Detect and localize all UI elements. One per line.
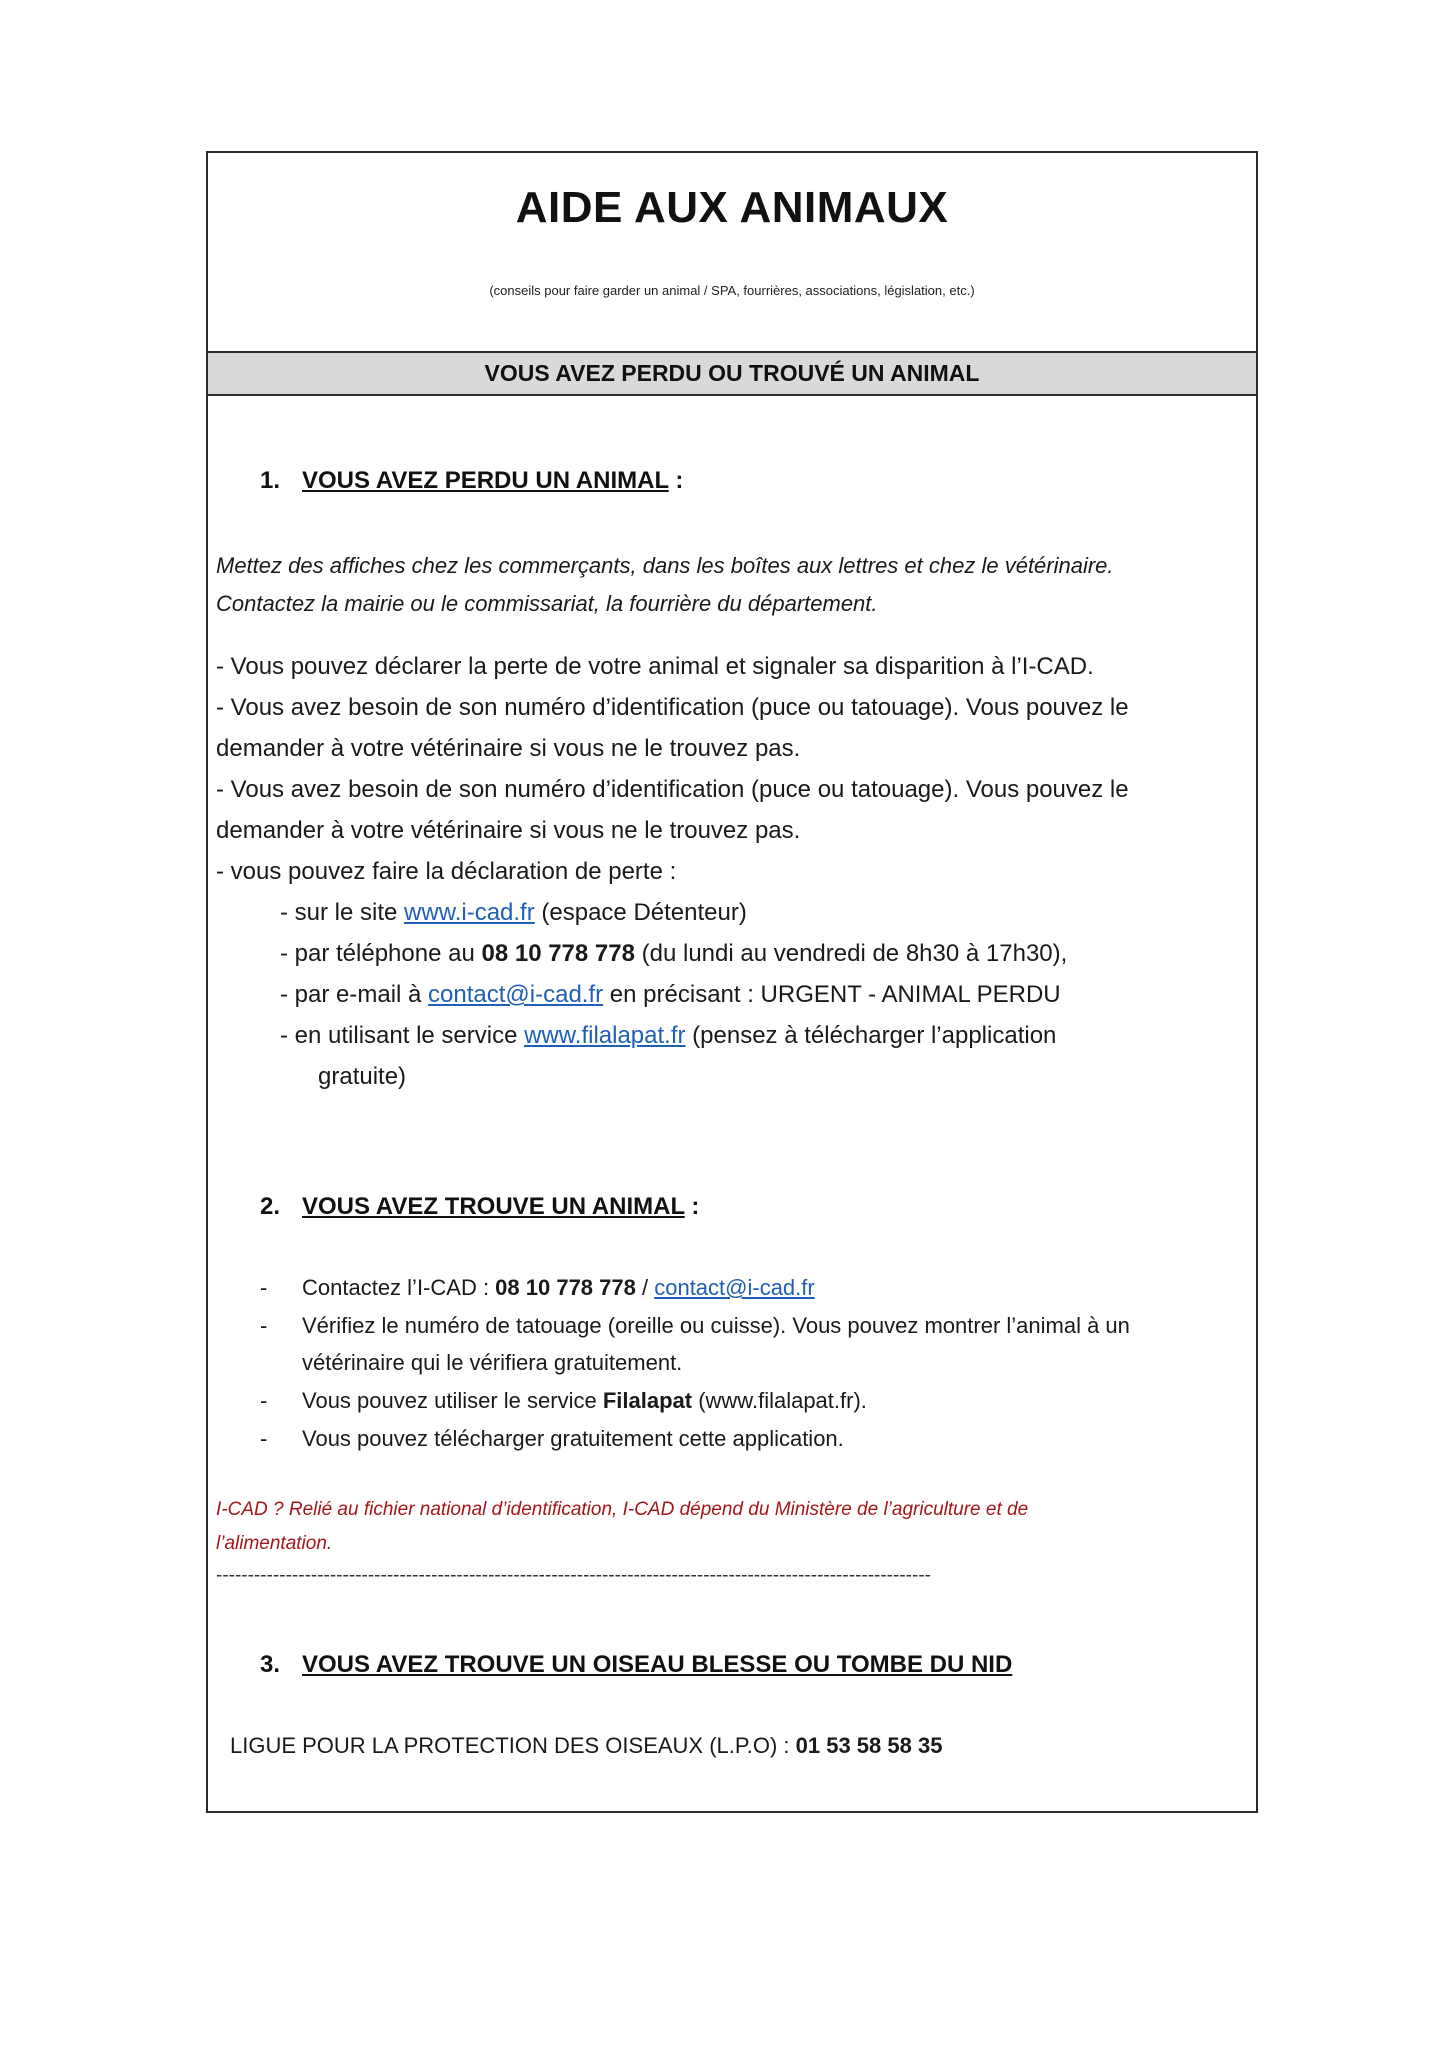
section-band-label: VOUS AVEZ PERDU OU TROUVÉ UN ANIMAL — [484, 360, 980, 386]
section-1-colon: : — [668, 467, 684, 494]
section-3-title: VOUS AVEZ TROUVE UN OISEAU BLESSE OU TOMBE DU NID — [302, 1651, 1013, 1678]
section-1-intro-1: Mettez des affiches chez les commerçants, dans les boîtes aux lettres et chez le vétérinaire. — [216, 553, 1114, 578]
section-band — [208, 353, 1256, 396]
service-name: Filalapat — [602, 1388, 693, 1413]
declaration-email-suffix: en précisant : URGENT - ANIMAL PERDU — [603, 981, 1061, 1008]
section-2-colon: : — [684, 1193, 700, 1220]
contact-email-link[interactable]: contact@i-cad.fr — [654, 1275, 815, 1300]
contact-phone-number: 08 10 778 778 — [495, 1275, 636, 1300]
document-frame — [206, 151, 1258, 1813]
dashed-divider: ----------------------------------------------------------------------------------------------------------------- — [216, 1565, 931, 1586]
lpo-phone-number: 01 53 58 58 35 — [795, 1733, 943, 1758]
section-2-heading — [260, 1193, 699, 1221]
bullet-dash: - — [260, 1275, 268, 1300]
section-3-number: 3. — [260, 1651, 281, 1678]
tattoo-line-1: Vérifiez le numéro de tatouage (oreille ou cuisse). Vous pouvez montrer l’animal à un — [302, 1313, 1130, 1338]
title-block — [208, 153, 1256, 353]
section-2-number: 2. — [260, 1193, 281, 1220]
contact-line — [302, 1275, 815, 1301]
section-1-line-3: demander à votre vétérinaire si vous ne le trouvez pas. — [216, 735, 801, 762]
declaration-phone-prefix: - par téléphone au — [280, 940, 482, 967]
section-1-line-4: - Vous avez besoin de son numéro d’identification (puce ou tatouage). Vous pouvez le — [216, 776, 1129, 803]
declaration-service-continuation: gratuite) — [318, 1063, 407, 1090]
icad-note-1: I-CAD ? Relié au fichier national d’identification, I-CAD dépend du Ministère de l’agriculture et de — [216, 1499, 1029, 1520]
declaration-site-prefix: - sur le site — [280, 899, 405, 926]
declaration-service — [280, 1022, 1056, 1050]
section-1-title: VOUS AVEZ PERDU UN ANIMAL — [302, 467, 669, 494]
section-1-intro-2: Contactez la mairie ou le commissariat, la fourrière du département. — [216, 591, 878, 616]
section-1-number: 1. — [260, 467, 281, 494]
declaration-phone-suffix: (du lundi au vendredi de 8h30 à 17h30), — [634, 940, 1068, 967]
service-prefix: Vous pouvez utiliser le service — [302, 1388, 603, 1413]
icad-email-link[interactable]: contact@i-cad.fr — [428, 981, 604, 1008]
tattoo-line-2: vétérinaire qui le vérifiera gratuitement. — [302, 1350, 683, 1375]
lpo-name: LIGUE POUR LA PROTECTION DES OISEAUX (L.P.O) : — [230, 1733, 796, 1758]
section-1-line-6: - vous pouvez faire la déclaration de perte : — [216, 858, 677, 885]
contact-separator: / — [635, 1275, 655, 1300]
declaration-site — [280, 899, 747, 927]
declaration-service-suffix: (pensez à télécharger l’application — [685, 1022, 1057, 1049]
filalapat-link[interactable]: www.filalapat.fr — [524, 1022, 686, 1049]
bullet-dash: - — [260, 1388, 268, 1413]
bullet-dash: - — [260, 1426, 268, 1451]
icad-note-2: l’alimentation. — [216, 1533, 333, 1554]
declaration-email-prefix: - par e-mail à — [280, 981, 429, 1008]
section-1-heading — [260, 467, 683, 495]
bullet-dash: - — [260, 1313, 268, 1338]
icad-phone-number: 08 10 778 778 — [481, 940, 635, 967]
download-line: Vous pouvez télécharger gratuitement cette application. — [302, 1426, 844, 1451]
section-1-line-2: - Vous avez besoin de son numéro d’identification (puce ou tatouage). Vous pouvez le — [216, 694, 1129, 721]
service-suffix: (www.filalapat.fr). — [692, 1388, 867, 1413]
page-subtitle: (conseils pour faire garder un animal / SPA, fourrières, associations, législation, etc.) — [489, 283, 975, 298]
service-line — [302, 1388, 867, 1414]
section-1-line-1: - Vous pouvez déclarer la perte de votre animal et signaler sa disparition à l’I-CAD. — [216, 653, 1094, 680]
contact-prefix: Contactez l’I-CAD : — [302, 1275, 496, 1300]
lpo-contact — [230, 1733, 942, 1759]
section-2-title: VOUS AVEZ TROUVE UN ANIMAL — [302, 1193, 685, 1220]
declaration-service-prefix: - en utilisant le service — [280, 1022, 525, 1049]
declaration-phone — [280, 940, 1067, 968]
declaration-email — [280, 981, 1061, 1009]
declaration-site-suffix: (espace Détenteur) — [534, 899, 747, 926]
icad-site-link[interactable]: www.i-cad.fr — [404, 899, 535, 926]
section-3-heading — [260, 1651, 1012, 1679]
section-1-line-5: demander à votre vétérinaire si vous ne le trouvez pas. — [216, 817, 801, 844]
page-title: AIDE AUX ANIMAUX — [515, 183, 949, 232]
